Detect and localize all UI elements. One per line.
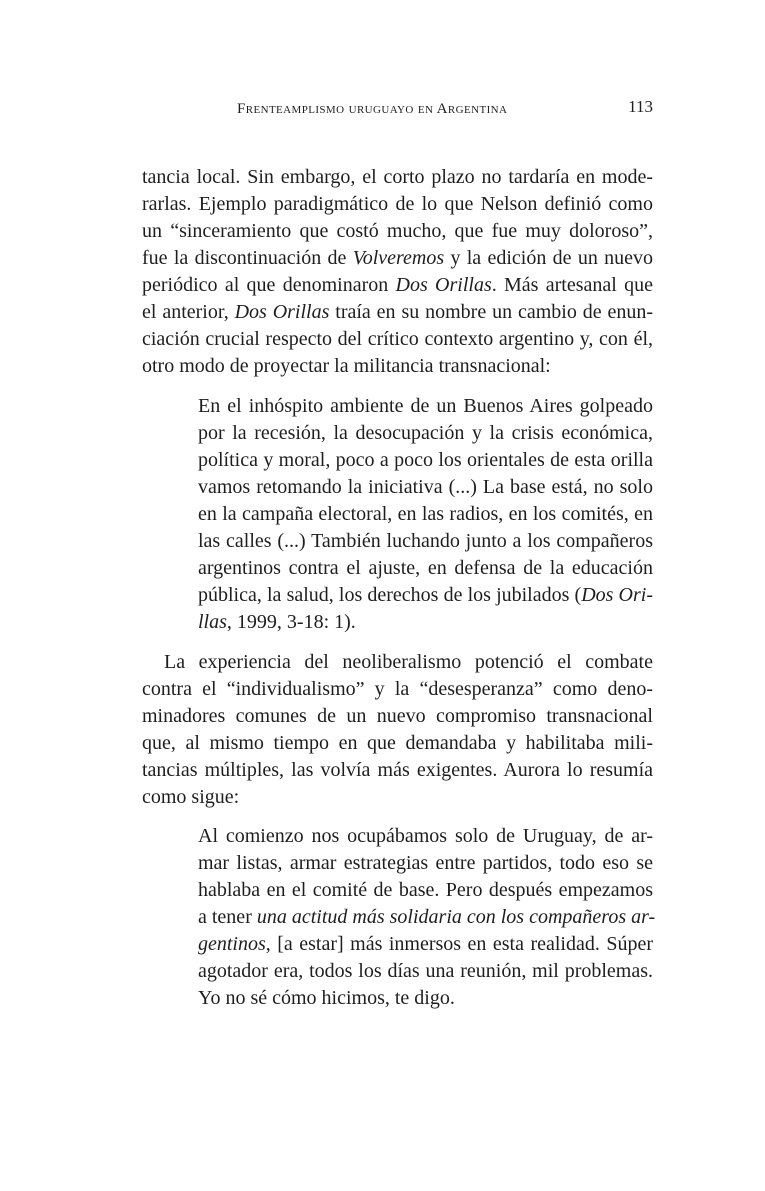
paragraph (142, 164, 653, 380)
block-quote (198, 823, 656, 1012)
text-line: La experiencia del neoliberalismo potenció el combate (164, 651, 653, 673)
text-run: . Más artesanal que (491, 274, 653, 296)
italic-title: Volveremos (352, 247, 445, 269)
quote-line: hablaba en el comité de base. Pero después empezamos (198, 879, 653, 901)
quote-line: por la recesión, la desocupación y la crisis económica, (198, 422, 653, 444)
text-run: a tener (198, 906, 257, 928)
text-line (142, 299, 653, 326)
text-line: que, al mismo tiempo en que demandaba y habilitaba mili- (142, 732, 653, 754)
running-title: Frenteamplismo uruguayo en Argentina (237, 101, 508, 117)
text-run: traía en su nombre un cambio de enun- (329, 301, 654, 323)
quote-line: argentinos contra el ajuste, en defensa de la educación (198, 557, 653, 579)
quote-line (198, 582, 653, 609)
text-line (142, 245, 653, 272)
text-line: rarlas. Ejemplo paradigmático de lo que Nelson definió como (142, 193, 653, 215)
quote-line: mar listas, armar estrategias entre partidos, todo eso se (198, 852, 653, 874)
italic-title: Dos Orillas (234, 301, 330, 323)
text-line: otro modo de proyectar la militancia transnacional: (142, 355, 551, 377)
text-line: un “sinceramiento que costó mucho, que fue muy doloroso”, (142, 220, 653, 242)
running-header (142, 97, 653, 121)
quote-line: En el inhóspito ambiente de un Buenos Aires golpeado (198, 395, 653, 417)
italic-title: Dos Ori- (581, 584, 654, 606)
block-quote (198, 393, 653, 636)
text-run: fue la discontinuación de (142, 247, 353, 269)
paragraph (142, 649, 653, 811)
text-run: , 1999, 3-18: 1). (226, 611, 356, 633)
text-line: minadores comunes de un nuevo compromiso transnacional (142, 705, 653, 727)
quote-line: agotador era, todos los días una reunión, mil problemas. (198, 960, 653, 982)
quote-line (198, 904, 656, 931)
quote-line: vamos retomando la iniciativa (...) La base está, no solo (198, 476, 653, 498)
quote-line: política y moral, poco a poco los orientales de esta orilla (198, 449, 653, 471)
text-line: tancia local. Sin embargo, el corto plazo no tardaría en mode- (142, 166, 653, 188)
page-number: 113 (628, 97, 653, 116)
quote-line: en la campaña electoral, en las radios, en los comités, en (198, 503, 653, 525)
text-run: periódico al que denominaron (142, 274, 396, 296)
quote-line (198, 931, 653, 958)
text-run: el anterior, (142, 301, 235, 323)
quote-line: Al comienzo nos ocupábamos solo de Uruguay, de ar- (198, 825, 653, 847)
italic-title: llas (198, 611, 227, 633)
text-line: como sigue: (142, 786, 240, 808)
text-run: , [a estar] más inmersos en esta realidad. Súper (265, 933, 653, 955)
italic-phrase: una actitud más solidaria con los compañeros ar- (256, 906, 656, 928)
quote-line: las calles (...) También luchando junto a los compañeros (198, 530, 653, 552)
quote-line (198, 609, 653, 636)
italic-title: Dos Orillas (395, 274, 492, 296)
text-run: y la edición de un nuevo (444, 247, 653, 269)
text-run: pública, la salud, los derechos de los jubilados ( (198, 584, 582, 606)
text-line: ciación crucial respecto del crítico contexto argentino y, con él, (142, 328, 653, 350)
text-line (142, 272, 653, 299)
body-text (142, 164, 656, 1012)
text-line: tancias múltiples, las volvía más exigentes. Aurora lo resumía (142, 759, 653, 781)
italic-phrase: gentinos (198, 933, 266, 955)
quote-line: Yo no sé cómo hicimos, te digo. (198, 987, 455, 1009)
text-line: contra el “individualismo” y la “desesperanza” como deno- (142, 678, 653, 700)
